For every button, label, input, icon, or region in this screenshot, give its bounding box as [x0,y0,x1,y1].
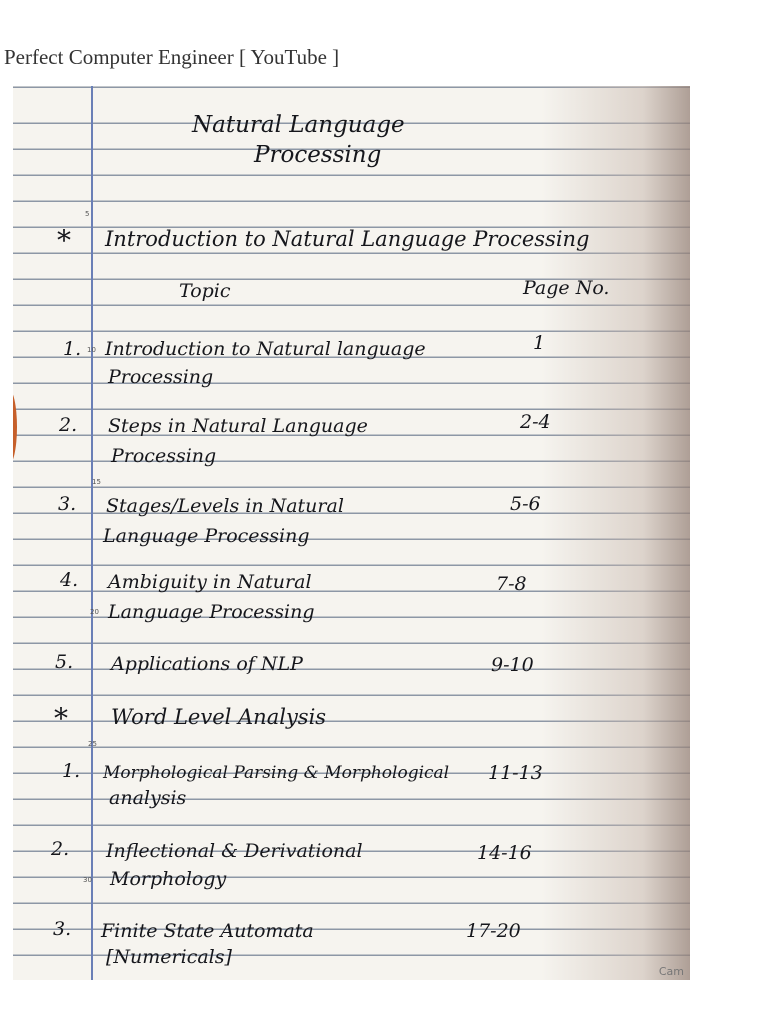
topic-line2: analysis [109,787,187,809]
row-number: 1. [62,760,81,782]
row-number: 1. [63,338,82,360]
line-number: 15 [92,478,101,486]
topic-line2: Processing [111,445,217,467]
topic-line2: Language Processing [103,525,310,547]
margin-line [91,86,93,980]
topic-line2: [Numericals] [106,946,232,968]
corner-mark: Cam [658,965,684,978]
row-number: 2. [51,838,70,860]
row-number: 3. [53,918,72,940]
row-number: 2. [59,414,78,436]
section-bullet: * [57,224,71,257]
page-title-line1: Natural Language [192,112,405,138]
topic-line1: Applications of NLP [111,653,303,675]
line-number: 30 [83,876,92,884]
section-heading: Word Level Analysis [111,705,327,729]
page-number: 1 [533,332,546,354]
page-number: 11-13 [488,762,543,784]
section-bullet: * [54,702,68,735]
column-header-page: Page No. [523,277,610,299]
page-number: 7-8 [496,573,527,595]
page-number: 5-6 [510,493,541,515]
topic-line1: Steps in Natural Language [108,415,368,437]
page-number: 2-4 [520,411,551,433]
page-number: 17-20 [466,920,521,942]
row-number: 4. [60,569,79,591]
line-number: 20 [90,608,99,616]
section-heading: Introduction to Natural Language Processing [105,227,590,251]
row-number: 3. [58,493,77,515]
topic-line1: Stages/Levels in Natural [106,495,344,517]
topic-line1: Inflectional & Derivational [106,840,363,862]
topic-line1: Ambiguity in Natural [108,571,312,593]
notebook-page [13,86,690,980]
page-number: 9-10 [491,654,534,676]
line-number: 10 [87,346,96,354]
topic-line2: Language Processing [108,601,315,623]
page-title-line2: Processing [254,142,382,168]
topic-line1: Introduction to Natural language [105,338,426,360]
column-header-topic: Topic [179,280,231,302]
line-number: 25 [88,740,97,748]
channel-header: Perfect Computer Engineer [ YouTube ] [4,45,340,69]
topic-line1: Morphological Parsing & Morphological [103,763,450,783]
page-tab [13,388,17,466]
line-number: 5 [85,210,90,218]
row-number: 5. [55,651,74,673]
topic-line2: Morphology [110,868,227,890]
topic-line2: Processing [108,366,214,388]
topic-line1: Finite State Automata [101,920,314,942]
page-number: 14-16 [477,842,532,864]
